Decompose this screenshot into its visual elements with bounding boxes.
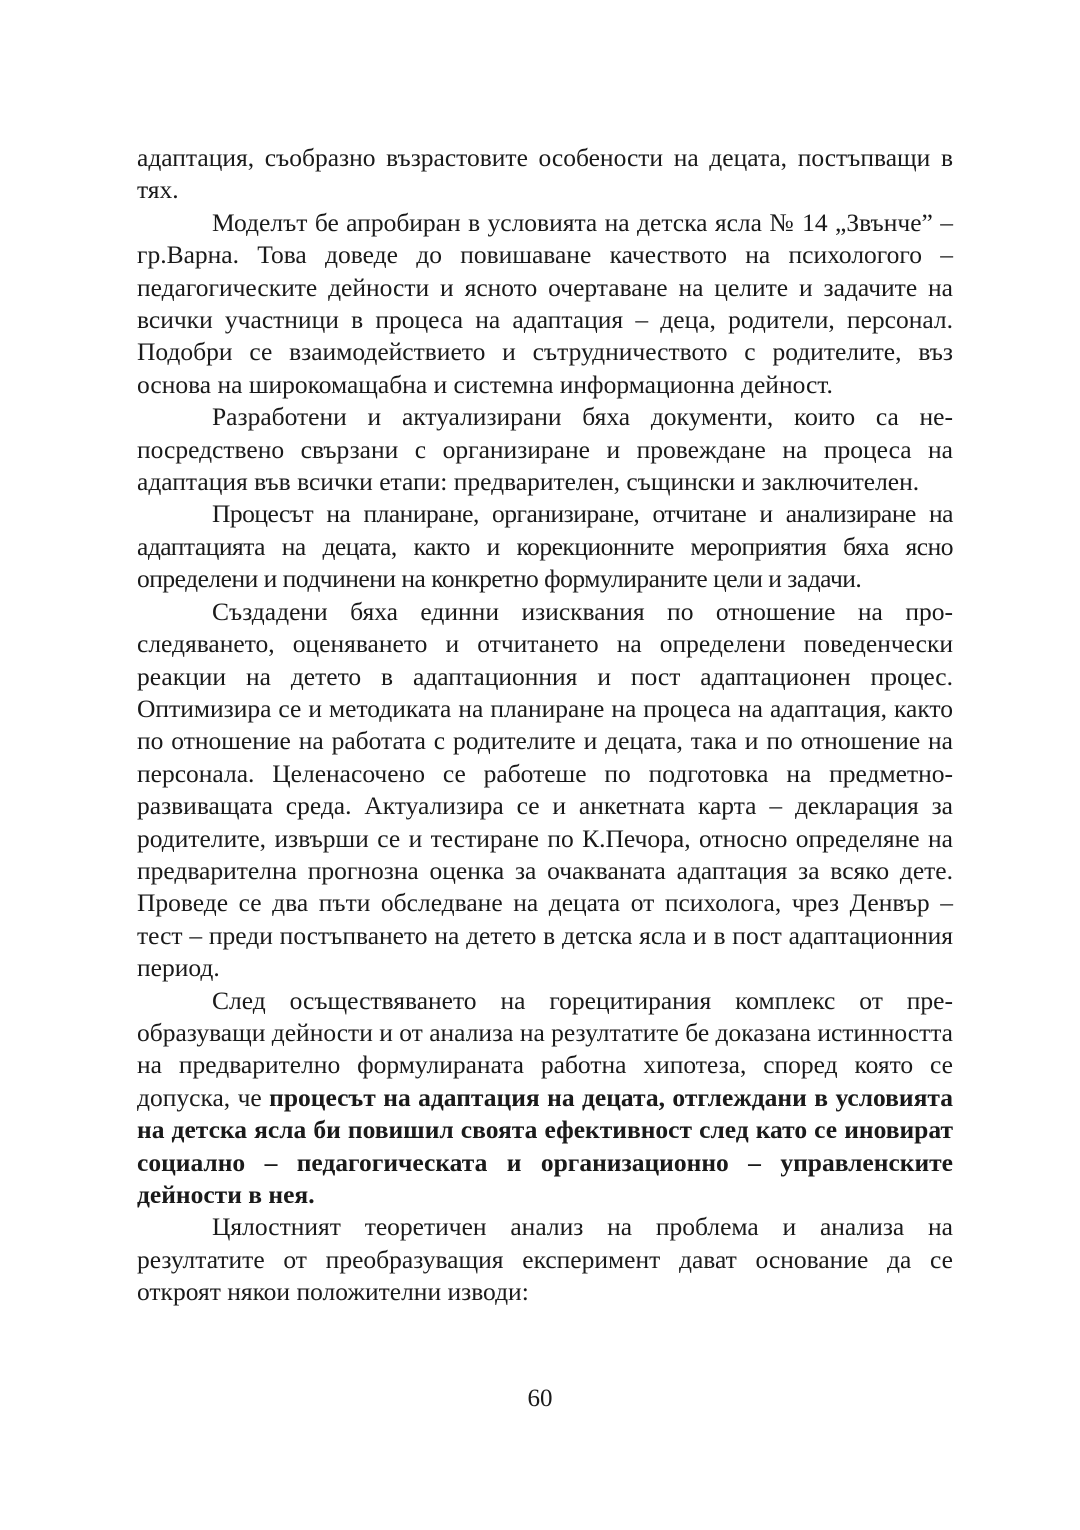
paragraph-5: Създадени бяха единни изисквания по отношение на проследяването, оценяването и отчитането на определени поведенчески реакции на детето в адаптационния и пост адаптационен процес. Оптимизира се и методиката на планиране на процеса на адаптация, както по отношение на работата с родителите и децата, така и по отношение на персонала. Целенасочено се работеше по подготовка на предметно-развиващата среда. Актуализира се и анкетната карта – декларация за родителите, извърши се и тестиране по К.Печора, относно определяне на предварителна прогнозна оценка за очакваната адаптация за всяко дете. Проведе се два пъти обследване на децата от психолога, чрез Денвър – тест – преди постъпването на детето в детска ясла и в пост адаптационния период. <box>137 596 953 983</box>
paragraph-3: Разработени и актуализирани бяха документи, които са непосредствено свързани с организиране и провеждане на процеса на адаптация във всички етапи: предварителен, същински и заключителен. <box>137 402 953 497</box>
paragraph-4: Процесът на планиране, организиране, отчитане и анализиране на адаптацията на децата, както и корекционните мероприятия бяха ясно определени и подчинени на конкретно формулираните цели и задачи. <box>137 499 953 594</box>
paragraph-6 <box>137 985 953 1212</box>
page-number: 60 <box>527 1385 553 1412</box>
paragraph-1: адаптация, съобразно възрастовите особености на децата, постъпващи в тях. <box>137 143 953 205</box>
paragraph-6-text: След осъществяването на горецитирания комплекс от преобразуващи дейности и от анализа на резултатите бе доказана истинността на предварително формулираната работна хипотеза, според която се допуска, че <box>137 985 953 1112</box>
paragraph-2: Моделът бе апробиран в условията на детска ясла № 14 „Звънче” – гр.Варна. Това доведе до повишаване качеството на психологого – педагогическите дейности и ясното очертаване на целите и задачите на всички участници в процеса на адаптация – деца, родители, персонал. Подобри се взаимодействието и сътрудничеството с родителите, въз основа на широкомащабна и системна информационна дейност. <box>137 207 953 399</box>
paragraph-6-emphasis: процесът на адаптация на децата, отглеждани в условията на детска ясла би повишил своята ефективност след като се иновират социално – педагогическата и организационно – управленските дейности в нея. <box>137 1082 953 1209</box>
document-page <box>137 142 953 1309</box>
paragraph-7: Цялостният теоретичен анализ на проблема и анализа на резултатите от преобразуващия експеримент дават основание да се откроят някои положителни изводи: <box>137 1212 953 1307</box>
